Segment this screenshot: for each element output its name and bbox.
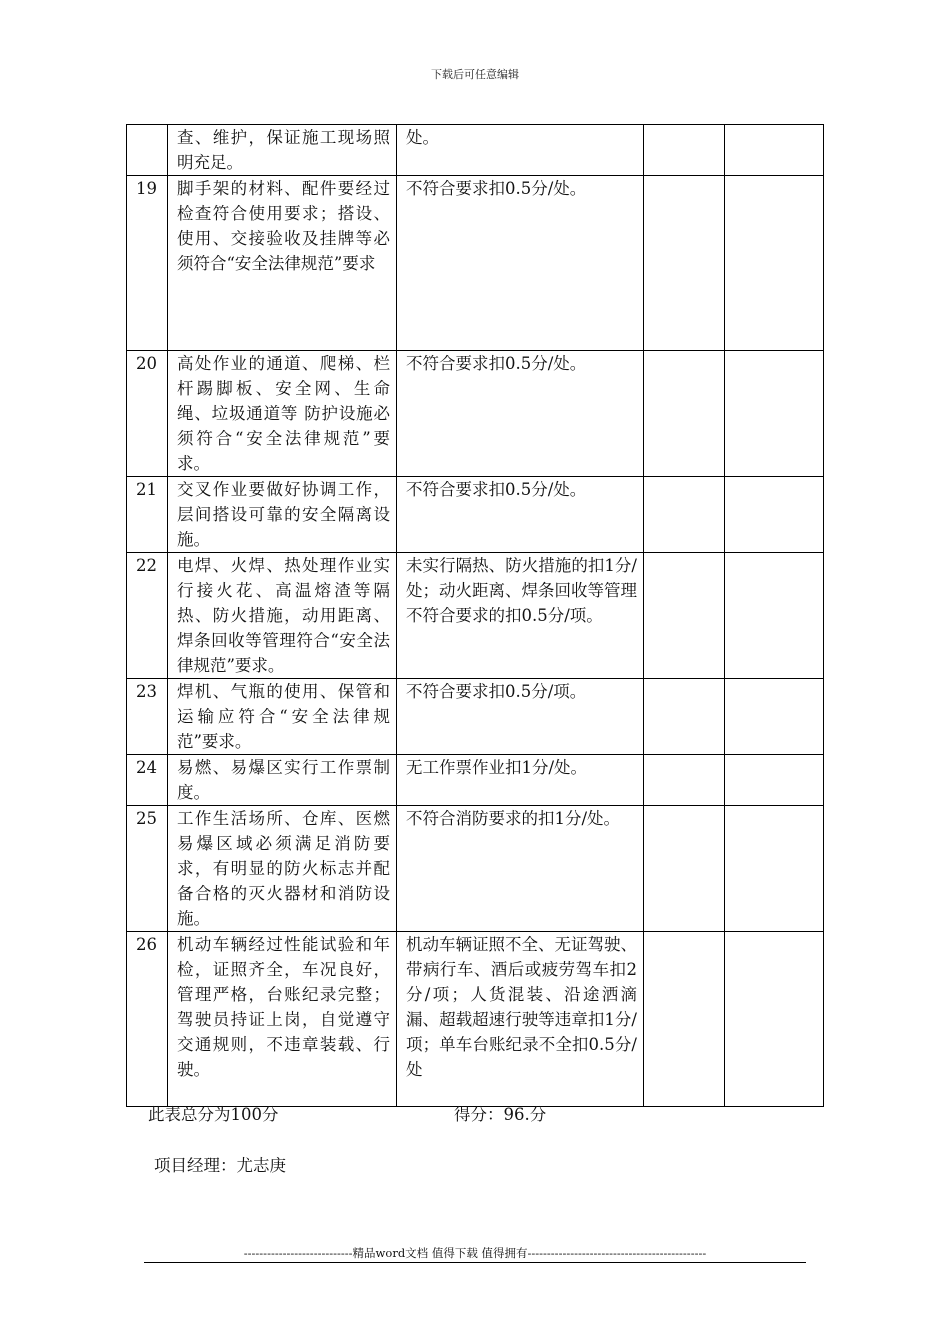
score-cell [644, 806, 725, 932]
deduction-cell: 不符合要求扣0.5分/处。 [397, 351, 644, 477]
table-row [127, 553, 824, 679]
remark-cell [725, 932, 824, 1107]
deduction-cell: 不符合要求扣0.5分/项。 [397, 679, 644, 755]
requirement-cell: 工作生活场所、仓库、医燃易爆区域必须满足消防要求，有明显的防火标志并配备合格的灭火器材和消防设施。 [168, 806, 397, 932]
remark-cell [725, 477, 824, 553]
remark-cell [725, 553, 824, 679]
requirement-cell: 交叉作业要做好协调工作，层间搭设可靠的安全隔离设施。 [168, 477, 397, 553]
requirement-cell: 高处作业的通道、爬梯、栏杆踢脚板、安全网、生命绳、垃圾通道等 防护设施必须符合“安全法律规范”要求。 [168, 351, 397, 477]
score-cell [644, 176, 725, 351]
score-cell [644, 679, 725, 755]
score-cell [644, 125, 725, 176]
remark-cell [725, 125, 824, 176]
requirement-cell: 脚手架的材料、配件要经过检查符合使用要求；搭设、使用、交接验收及挂牌等必须符合“安全法律规范”要求 [168, 176, 397, 351]
score-cell [644, 553, 725, 679]
row-number [127, 125, 168, 176]
table-row [127, 176, 824, 351]
score-cell [644, 351, 725, 477]
requirement-cell: 电焊、火焊、热处理作业实行接火花、高温熔渣等隔热、防火措施，动用距离、焊条回收等管理符合“安全法律规范”要求。 [168, 553, 397, 679]
requirement-cell: 易燃、易爆区实行工作票制度。 [168, 755, 397, 806]
row-number: 21 [127, 477, 168, 553]
deduction-cell: 处。 [397, 125, 644, 176]
table-row [127, 477, 824, 553]
remark-cell [725, 806, 824, 932]
deduction-cell: 不符合消防要求的扣1分/处。 [397, 806, 644, 932]
remark-cell [725, 679, 824, 755]
safety-score-table [126, 124, 824, 1107]
deduction-cell: 无工作票作业扣1分/处。 [397, 755, 644, 806]
requirement-cell: 查、维护，保证施工现场照明充足。 [168, 125, 397, 176]
table-row [127, 755, 824, 806]
remark-cell [725, 176, 824, 351]
remark-cell [725, 351, 824, 477]
deduction-cell: 机动车辆证照不全、无证驾驶、带病行车、酒后或疲劳驾车扣2分/项；人货混装、沿途洒滴漏、超载超速行驶等违章扣1分/项；单车台账纪录不全扣0.5分/处 [397, 932, 644, 1107]
project-manager: 项目经理：尤志庚 [154, 1156, 286, 1175]
total-score-note: 此表总分为100分 [148, 1105, 279, 1124]
footer-divider [144, 1262, 806, 1263]
requirement-cell: 机动车辆经过性能试验和年检，证照齐全，车况良好，管理严格，台账纪录完整；驾驶员持证上岗，自觉遵守交通规则，不违章装载、行驶。 [168, 932, 397, 1107]
row-number: 22 [127, 553, 168, 679]
table-row [127, 679, 824, 755]
table-row [127, 932, 824, 1107]
deduction-cell: 未实行隔热、防火措施的扣1分/处；动火距离、焊条回收等管理不符合要求的扣0.5分/项。 [397, 553, 644, 679]
row-number: 19 [127, 176, 168, 351]
page-header-note: 下载后可任意编辑 [431, 68, 519, 81]
score-cell [644, 755, 725, 806]
score-cell [644, 477, 725, 553]
row-number: 24 [127, 755, 168, 806]
row-number: 25 [127, 806, 168, 932]
row-number: 20 [127, 351, 168, 477]
row-number: 26 [127, 932, 168, 1107]
table-row [127, 351, 824, 477]
page-footer-note: ----------------------------精品word文档 值得下载 值得拥有---------------------------------------------- [243, 1246, 707, 1260]
score-cell [644, 932, 725, 1107]
row-number: 23 [127, 679, 168, 755]
table-row [127, 125, 824, 176]
requirement-cell: 焊机、气瓶的使用、保管和运输应符合“安全法律规范”要求。 [168, 679, 397, 755]
deduction-cell: 不符合要求扣0.5分/处。 [397, 477, 644, 553]
remark-cell [725, 755, 824, 806]
deduction-cell: 不符合要求扣0.5分/处。 [397, 176, 644, 351]
obtained-score: 得分：96.分 [454, 1105, 547, 1124]
table-row [127, 806, 824, 932]
